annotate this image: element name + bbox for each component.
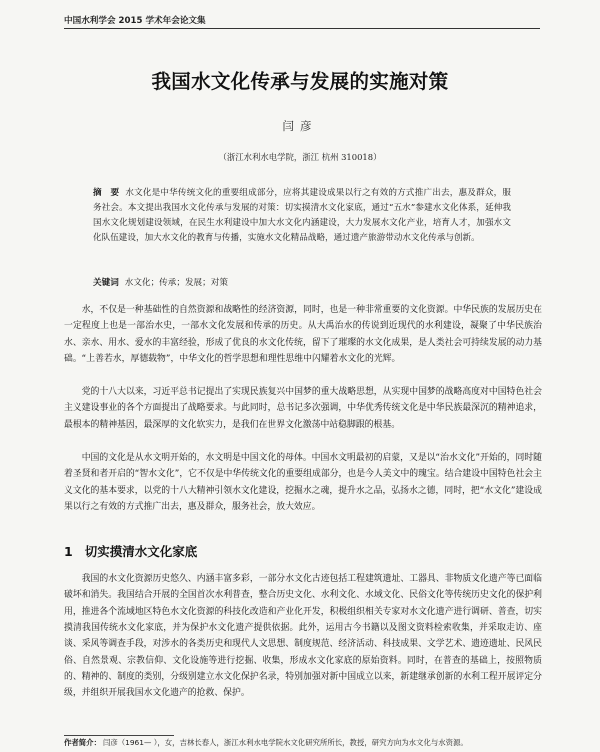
body-paragraph-1: 水，不仅是一种基础性的自然资源和战略性的经济资源，同时，也是一种非常重要的文化资源。中华民族的发展历史在一定程度上也是一部治水史，一部水文化发展和传承的历史。从大禹治水的传说到近现代的水利建设，凝聚了中华民族治水、亲水、用水、爱水的丰富经验，形成了优良的水文化传统，留下了璀璨的水文化成果，是人类社会可持续发展的动力基础。“上善若水，厚德载物”，中华文化的哲学思想和理性思维中闪耀着水文化的光辉。 [64,305,542,365]
abstract [93,186,511,278]
abstract-label: 摘 要 [93,188,120,198]
footnote-divider [64,735,174,736]
section-heading [64,542,197,560]
keywords-label: 关键词 [93,278,119,288]
keywords-text: 水文化；传承；发展；对策 [124,278,228,288]
section-number: 1 [64,544,73,559]
author-name: 闫彦 [282,119,318,133]
running-header: 中国水利学会 2015 学术年会论文集 [64,14,540,29]
section-title: 切实摸清水文化家底 [84,544,198,559]
author-affiliation: （浙江水利水电学院，浙江 杭州 310018） [218,152,382,162]
section-paragraph: 我国的水文化资源历史悠久、内涵丰富多彩，一部分水文化古迹包括工程建筑遗址、工器具、非物质文化遗产等已面临破坏和消失。我国结合开展的全国首次水利普查，整合历史文化、水利文化、水域文化、民俗文化等传统历史文化的保护利用，推进各个流域地区特色水文化资源的科技化改造和产业化开发，积极组织相关专家对水文化遗产进行调研、普查，切实摸清我国传统水文化家底，并为保护水文化遗产提供依据。此外，运用古今书籍以及图文资料检索收集，并采取走访、座谈、采风等调查手段，对涉水的各类历史和现代人文思想、制度规范、经济活动、科技成果、文学艺术、遗迹遗址、民风民俗、自然景观、宗教信仰、文化设施等进行挖掘、收集，形成水文化家底的原始资料。同时，在普查的基础上，按照物质的、精神的、制度的类别，分级别建立水文化保护名录，特别加强对新中国成立以来，新建继承创新的水利工程开展评定分级，并组织开展我国水文化遗产的抢救、保护。 [64,574,542,699]
footnote-text: 闫彦（1961— ），女，吉林长春人，浙江水利水电学院水文化研究所所长，教授，研究方向为水文化与水资源。 [102,738,468,747]
abstract-text: 水文化是中华传统文化的重要组成部分，应将其建设成果以行之有效的方式推广出去，惠及群众，服务社会。本文提出我国水文化传承与发展的对策：切实摸清水文化家底，通过“五水”参建水文化体系，延伸我国水文化规划建设领域，在民生水利建设中加大水文化内涵建设，大力发展水文化产业，培育人才，加强水文化队伍建设，加大水文化的教育与传播，实施水文化精品战略，通过遗产旅游带动水文化传承与创新。 [93,188,511,244]
body-paragraph-2: 党的十八大以来，习近平总书记提出了实现民族复兴中国梦的重大战略思想，从实现中国梦的战略高度对中国特色社会主义建设事业的各个方面提出了战略要求。与此同时，总书记多次强调，中华优秀传统文化是中华民族最深沉的精神追求，最根本的精神基因，最深厚的文化软实力，是我们在世界文化激荡中站稳脚跟的根基。 [64,387,542,430]
footnote-label: 作者简介： [64,738,101,747]
article-title: 我国水文化传承与发展的实施对策 [151,70,449,93]
keywords [93,277,511,290]
author-footnote [64,737,544,748]
body-paragraph-3: 中国的文化是从水文明开始的，水文明是中国文化的母体。中国水文明最初的启蒙，又是以“治水文化”开始的，同时随着圣贤和者开启的“智水文化”，它不仅是中华传统文化的重要组成部分，也是今人美文中的瑰宝。结合建设中国特色社会主义文化的基本要求，以党的十八大精神引领水文化建设，挖掘水之魂，提升水之品，弘扬水之德，同时，把“水文化”建设成果以行之有效的方式推广出去，惠及群众，服务社会，放大效应。 [64,453,542,513]
